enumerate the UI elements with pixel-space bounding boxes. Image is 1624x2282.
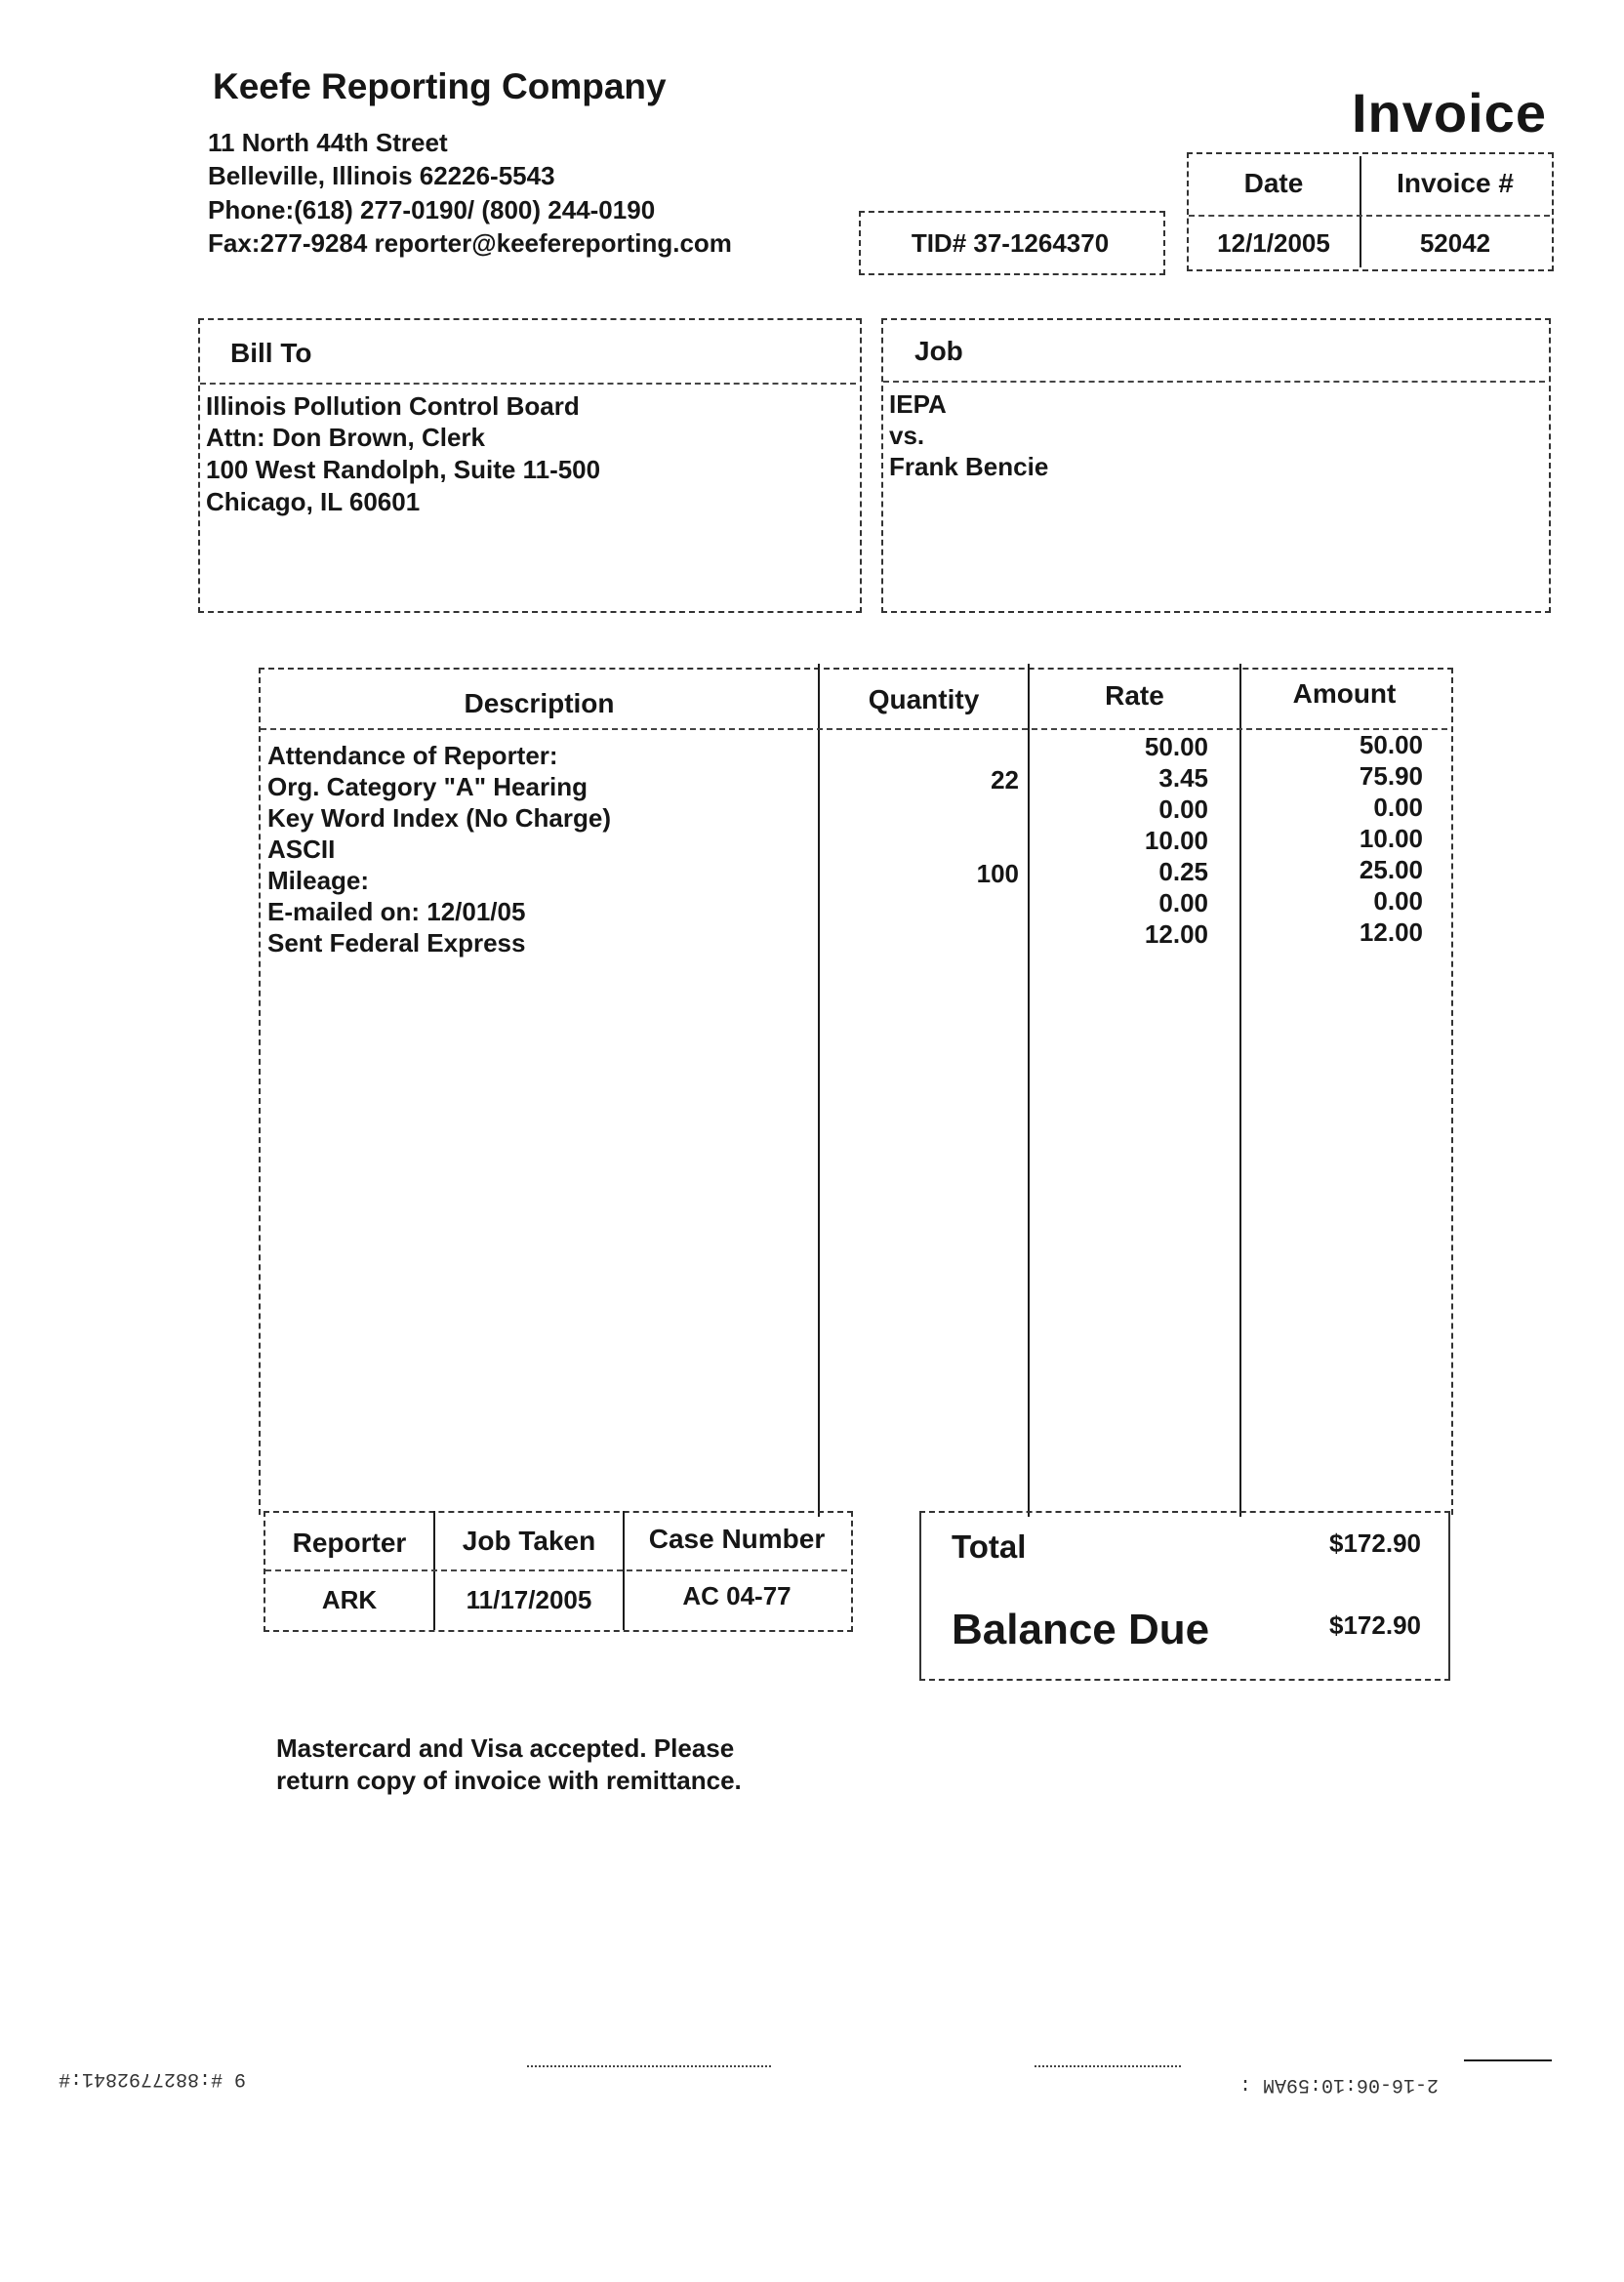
payment-note-line1: Mastercard and Visa accepted. Please: [276, 1733, 735, 1763]
item-rate: 10.00: [1144, 826, 1208, 855]
item-amount: 0.00: [1373, 793, 1423, 822]
item-amount: 12.00: [1359, 917, 1423, 947]
bill-to-line: Illinois Pollution Control Board: [206, 391, 580, 421]
col-header-rate: Rate: [1105, 680, 1164, 711]
job-taken-label: Job Taken: [462, 1526, 596, 1556]
job-taken-value: 11/17/2005: [466, 1585, 592, 1614]
job-label: Job: [914, 336, 963, 366]
item-rate: 3.45: [1158, 763, 1208, 793]
job-line: vs.: [889, 421, 925, 450]
col-header-description: Description: [464, 688, 615, 718]
fax-footer-right: 2-16-06:10:59AM :: [1239, 2073, 1440, 2096]
item-description: E-mailed on: 12/01/05: [267, 897, 526, 926]
case-number-value: AC 04-77: [682, 1581, 792, 1610]
bill-to-separator: [200, 383, 856, 385]
bill-to-line: Attn: Don Brown, Clerk: [206, 423, 485, 452]
item-quantity: 100: [976, 859, 1019, 888]
company-phone: Phone:(618) 277-0190/ (800) 244-0190: [208, 195, 656, 224]
invoice-number: 52042: [1419, 228, 1491, 258]
item-amount: 10.00: [1359, 824, 1423, 853]
item-rate: 0.25: [1158, 857, 1208, 886]
item-rate: 12.00: [1144, 919, 1208, 949]
item-description: Attendance of Reporter:: [267, 741, 558, 770]
payment-note-line2: return copy of invoice with remittance.: [276, 1766, 742, 1795]
item-amount: 75.90: [1359, 761, 1423, 791]
bill-to-label: Bill To: [230, 338, 312, 368]
item-description: Mileage:: [267, 866, 370, 895]
item-amount: 50.00: [1359, 730, 1423, 759]
total-amount: $172.90: [1329, 1528, 1421, 1558]
item-description: Key Word Index (No Charge): [267, 803, 612, 833]
tax-id: TID# 37-1264370: [911, 228, 1110, 258]
job-details-separator: [265, 1569, 847, 1571]
bill-to-line: Chicago, IL 60601: [206, 487, 421, 516]
item-description: ASCII: [267, 835, 336, 864]
case-number-label: Case Number: [648, 1524, 826, 1554]
invoice-meta-separator: [1189, 215, 1550, 217]
company-address-line2: Belleville, Illinois 62226-5543: [208, 161, 555, 190]
date-label: Date: [1243, 168, 1304, 198]
total-label: Total: [952, 1528, 1027, 1565]
fax-footer-dots: [1035, 2065, 1181, 2067]
fax-footer-rule: [1464, 2059, 1552, 2061]
company-name: Keefe Reporting Company: [213, 66, 667, 106]
item-rate: 0.00: [1158, 795, 1208, 824]
reporter-label: Reporter: [292, 1528, 407, 1558]
item-amount: 25.00: [1359, 855, 1423, 884]
invoice-date: 12/1/2005: [1217, 228, 1330, 258]
bill-to-line: 100 West Randolph, Suite 11-500: [206, 455, 601, 484]
fax-footer-dots: [527, 2065, 771, 2067]
company-fax-email: Fax:277-9284 reporter@keefereporting.com: [208, 228, 732, 258]
reporter-value: ARK: [321, 1585, 378, 1614]
item-rate: 0.00: [1158, 888, 1208, 917]
job-line: IEPA: [889, 389, 947, 419]
job-separator: [883, 381, 1545, 383]
item-rate: 50.00: [1144, 732, 1208, 761]
fax-footer-left: 9 #:8827792841:#: [59, 2067, 247, 2090]
col-header-quantity: Quantity: [868, 684, 980, 714]
col-header-amount: Amount: [1292, 678, 1397, 709]
job-line: Frank Bencie: [889, 452, 1049, 481]
item-amount: 0.00: [1373, 886, 1423, 916]
invoice-number-label: Invoice #: [1397, 168, 1514, 198]
balance-due-amount: $172.90: [1329, 1610, 1421, 1640]
item-quantity: 22: [991, 765, 1019, 795]
invoice-title: Invoice: [1352, 82, 1547, 143]
balance-due-label: Balance Due: [952, 1606, 1210, 1653]
item-description: Org. Category "A" Hearing: [267, 772, 589, 801]
item-description: Sent Federal Express: [267, 928, 526, 958]
company-address-line1: 11 North 44th Street: [208, 128, 448, 157]
